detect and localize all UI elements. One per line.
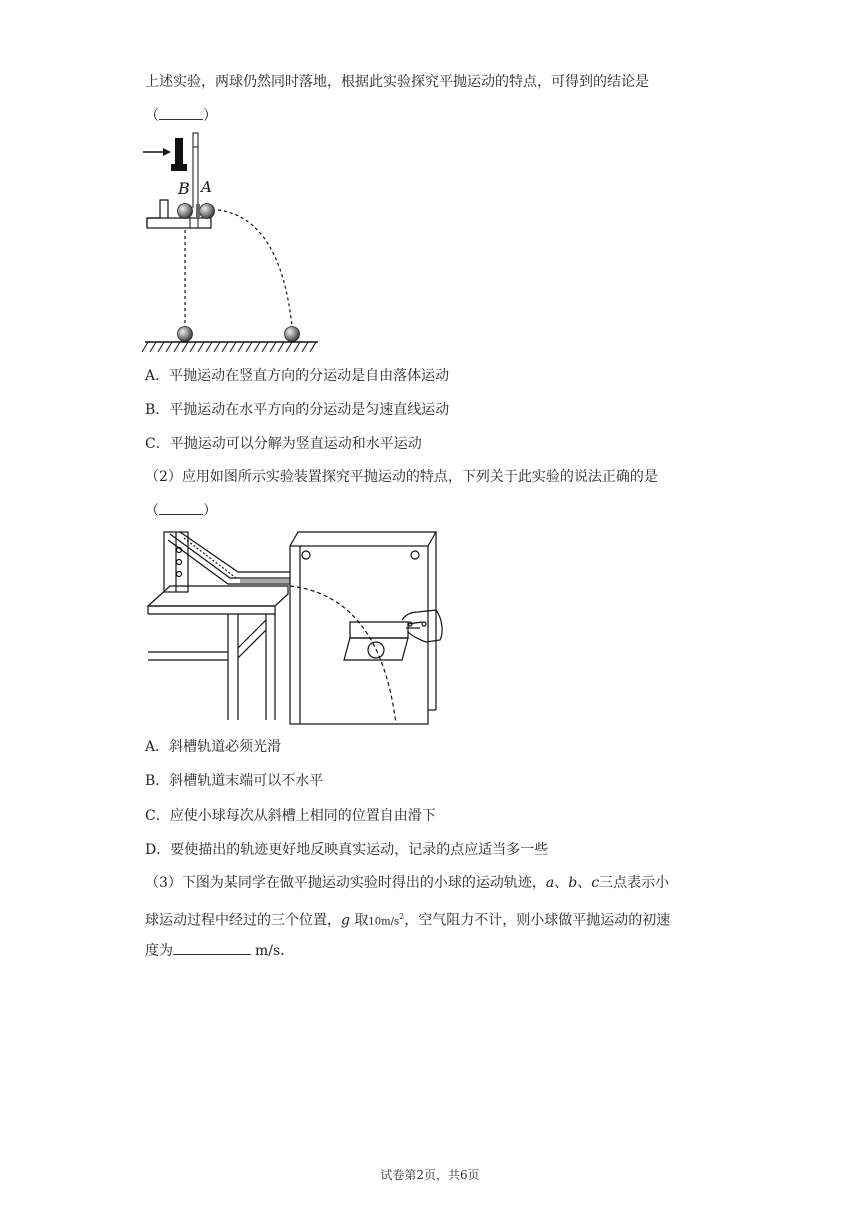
- q3-line2: 球运动过程中经过的三个位置，g 取$10m/s^2$，空气阻力不计，则小球做平抛运动的初速: [145, 912, 671, 929]
- hammer-icon: [175, 138, 183, 168]
- q2-option-a[interactable]: A．斜槽轨道必须光滑: [145, 739, 282, 755]
- ball-b: [178, 204, 193, 219]
- paren-close: ）: [203, 503, 217, 519]
- table-top: [148, 586, 288, 606]
- paren-close: ）: [203, 108, 217, 124]
- q1-option-a[interactable]: A．平抛运动在竖直方向的分运动是自由落体运动: [145, 368, 450, 384]
- q3-line3: 度为 m/s．: [145, 943, 295, 959]
- q2-option-d[interactable]: D．要使描出的轨迹更好地反映真实运动，记录的点应适当多一些: [145, 842, 549, 858]
- ball-a: [200, 204, 215, 219]
- answer-blank[interactable]: [159, 119, 203, 120]
- page-footer: 试卷第2页，共6页: [380, 1168, 480, 1182]
- q3-line1: （3）下图为某同学在做平抛运动实验时得出的小球的运动轨迹，a、b、c三点表示小: [145, 875, 670, 891]
- launcher-base: [147, 218, 211, 228]
- two-ball-apparatus-figure: [140, 130, 325, 360]
- gravity-value: 10m/s: [368, 916, 400, 928]
- catcher-plate: [350, 622, 408, 638]
- q2-answer-paren: [145, 501, 217, 521]
- q1-text-line1: 上述实验，两球仍然同时落地，根据此实验探究平抛运动的特点，可得到的结论是: [145, 74, 649, 90]
- ground-hatching: [142, 342, 316, 352]
- velocity-answer-blank[interactable]: [173, 954, 251, 955]
- velocity-unit: m/s: [255, 943, 281, 959]
- gravity-exponent: 2: [399, 912, 405, 921]
- q2-option-c[interactable]: C．应使小球每次从斜槽上相同的位置自由滑下: [145, 808, 436, 824]
- label-b: B: [178, 179, 190, 198]
- paren-open: （: [145, 503, 159, 519]
- q2-option-b[interactable]: B．斜槽轨道末端可以不水平: [145, 773, 324, 789]
- chute-apparatus-figure: [140, 528, 460, 728]
- coordinate-board: [290, 546, 428, 724]
- gravity-symbol: g: [341, 912, 350, 929]
- ball-trajectory: [290, 586, 396, 724]
- label-a: A: [201, 178, 212, 196]
- ball-a-path: [218, 210, 292, 326]
- q1-answer-paren: [145, 106, 217, 126]
- paren-open: （: [145, 108, 159, 124]
- point-b: b: [568, 875, 578, 891]
- point-c: c: [591, 875, 600, 891]
- point-a: a: [545, 875, 555, 891]
- q2-text-line1: （2）应用如图所示实验装置探究平抛运动的特点，下列关于此实验的说法正确的是: [145, 469, 658, 485]
- q1-option-b[interactable]: B．平抛运动在水平方向的分运动是匀速直线运动: [145, 402, 450, 418]
- answer-blank[interactable]: [159, 514, 203, 515]
- q1-option-c[interactable]: C．平抛运动可以分解为竖直运动和水平运动: [145, 436, 422, 452]
